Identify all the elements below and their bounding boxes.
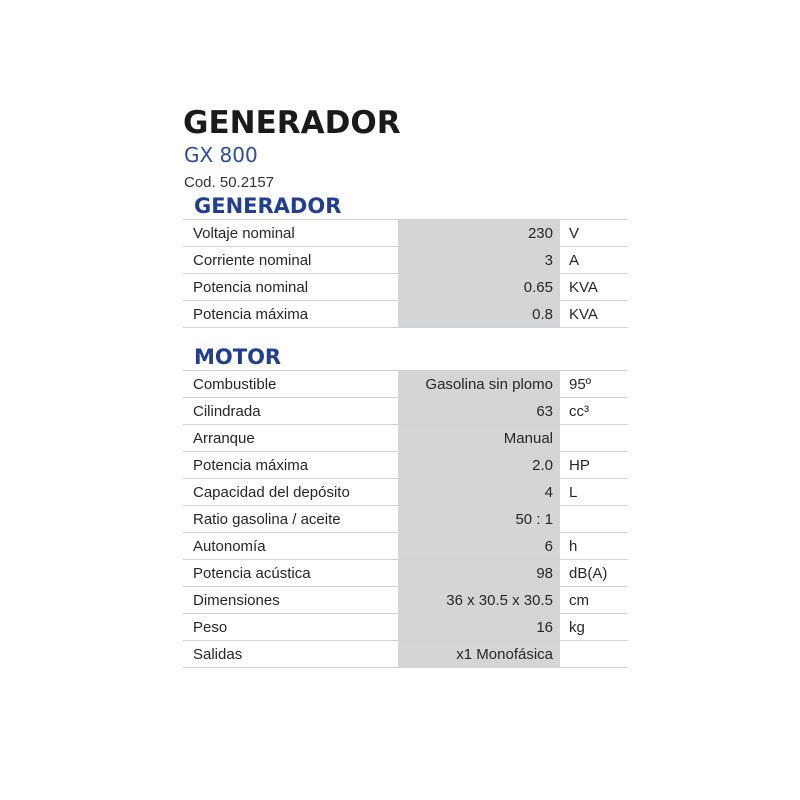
spec-label: Salidas	[183, 641, 398, 668]
table-row	[183, 506, 628, 533]
spec-value: 3	[398, 247, 560, 274]
spec-unit: kg	[560, 614, 628, 641]
table-row	[183, 274, 628, 301]
spec-value: 98	[398, 560, 560, 587]
spec-label: Potencia máxima	[183, 301, 398, 328]
table-row	[183, 614, 628, 641]
section-title-generador: GENERADOR	[194, 194, 342, 218]
spec-value: 230	[398, 220, 560, 247]
spec-label: Potencia nominal	[183, 274, 398, 301]
spec-unit: cc³	[560, 398, 628, 425]
spec-value: 0.8	[398, 301, 560, 328]
spec-value: 36 x 30.5 x 30.5	[398, 587, 560, 614]
spec-unit	[560, 641, 628, 668]
spec-unit: V	[560, 220, 628, 247]
spec-value: 0.65	[398, 274, 560, 301]
spec-unit: dB(A)	[560, 560, 628, 587]
spec-label: Dimensiones	[183, 587, 398, 614]
spec-value: 2.0	[398, 452, 560, 479]
spec-value: 16	[398, 614, 560, 641]
section-title-motor: MOTOR	[194, 345, 282, 369]
spec-value: 4	[398, 479, 560, 506]
spec-unit: L	[560, 479, 628, 506]
spec-label: Potencia acústica	[183, 560, 398, 587]
spec-label: Peso	[183, 614, 398, 641]
spec-unit: HP	[560, 452, 628, 479]
spec-value: 6	[398, 533, 560, 560]
spec-unit	[560, 506, 628, 533]
spec-label: Capacidad del depósito	[183, 479, 398, 506]
spec-label: Cilindrada	[183, 398, 398, 425]
spec-unit: h	[560, 533, 628, 560]
spec-unit: 95º	[560, 371, 628, 398]
generador-spec-table	[183, 219, 628, 328]
spec-label: Autonomía	[183, 533, 398, 560]
spec-value: 63	[398, 398, 560, 425]
spec-value: x1 Monofásica	[398, 641, 560, 668]
table-row	[183, 452, 628, 479]
table-row	[183, 220, 628, 247]
spec-label: Arranque	[183, 425, 398, 452]
spec-value: Gasolina sin plomo	[398, 371, 560, 398]
table-row	[183, 301, 628, 328]
spec-unit: cm	[560, 587, 628, 614]
table-row	[183, 398, 628, 425]
table-row	[183, 247, 628, 274]
spec-unit: KVA	[560, 301, 628, 328]
spec-label: Voltaje nominal	[183, 220, 398, 247]
spec-label: Potencia máxima	[183, 452, 398, 479]
table-row	[183, 641, 628, 668]
spec-value: 50 : 1	[398, 506, 560, 533]
spec-unit: KVA	[560, 274, 628, 301]
table-row	[183, 479, 628, 506]
product-code: Cod. 50.2157	[184, 174, 275, 191]
table-row	[183, 533, 628, 560]
spec-sheet	[183, 103, 613, 668]
spec-unit	[560, 425, 628, 452]
table-row	[183, 587, 628, 614]
spec-label: Corriente nominal	[183, 247, 398, 274]
spec-label: Combustible	[183, 371, 398, 398]
table-row	[183, 371, 628, 398]
spec-unit: A	[560, 247, 628, 274]
table-row	[183, 425, 628, 452]
product-title: GENERADOR	[183, 105, 401, 141]
product-model: GX 800	[184, 143, 258, 167]
spec-value: Manual	[398, 425, 560, 452]
table-row	[183, 560, 628, 587]
spec-label: Ratio gasolina / aceite	[183, 506, 398, 533]
motor-spec-table	[183, 370, 628, 668]
